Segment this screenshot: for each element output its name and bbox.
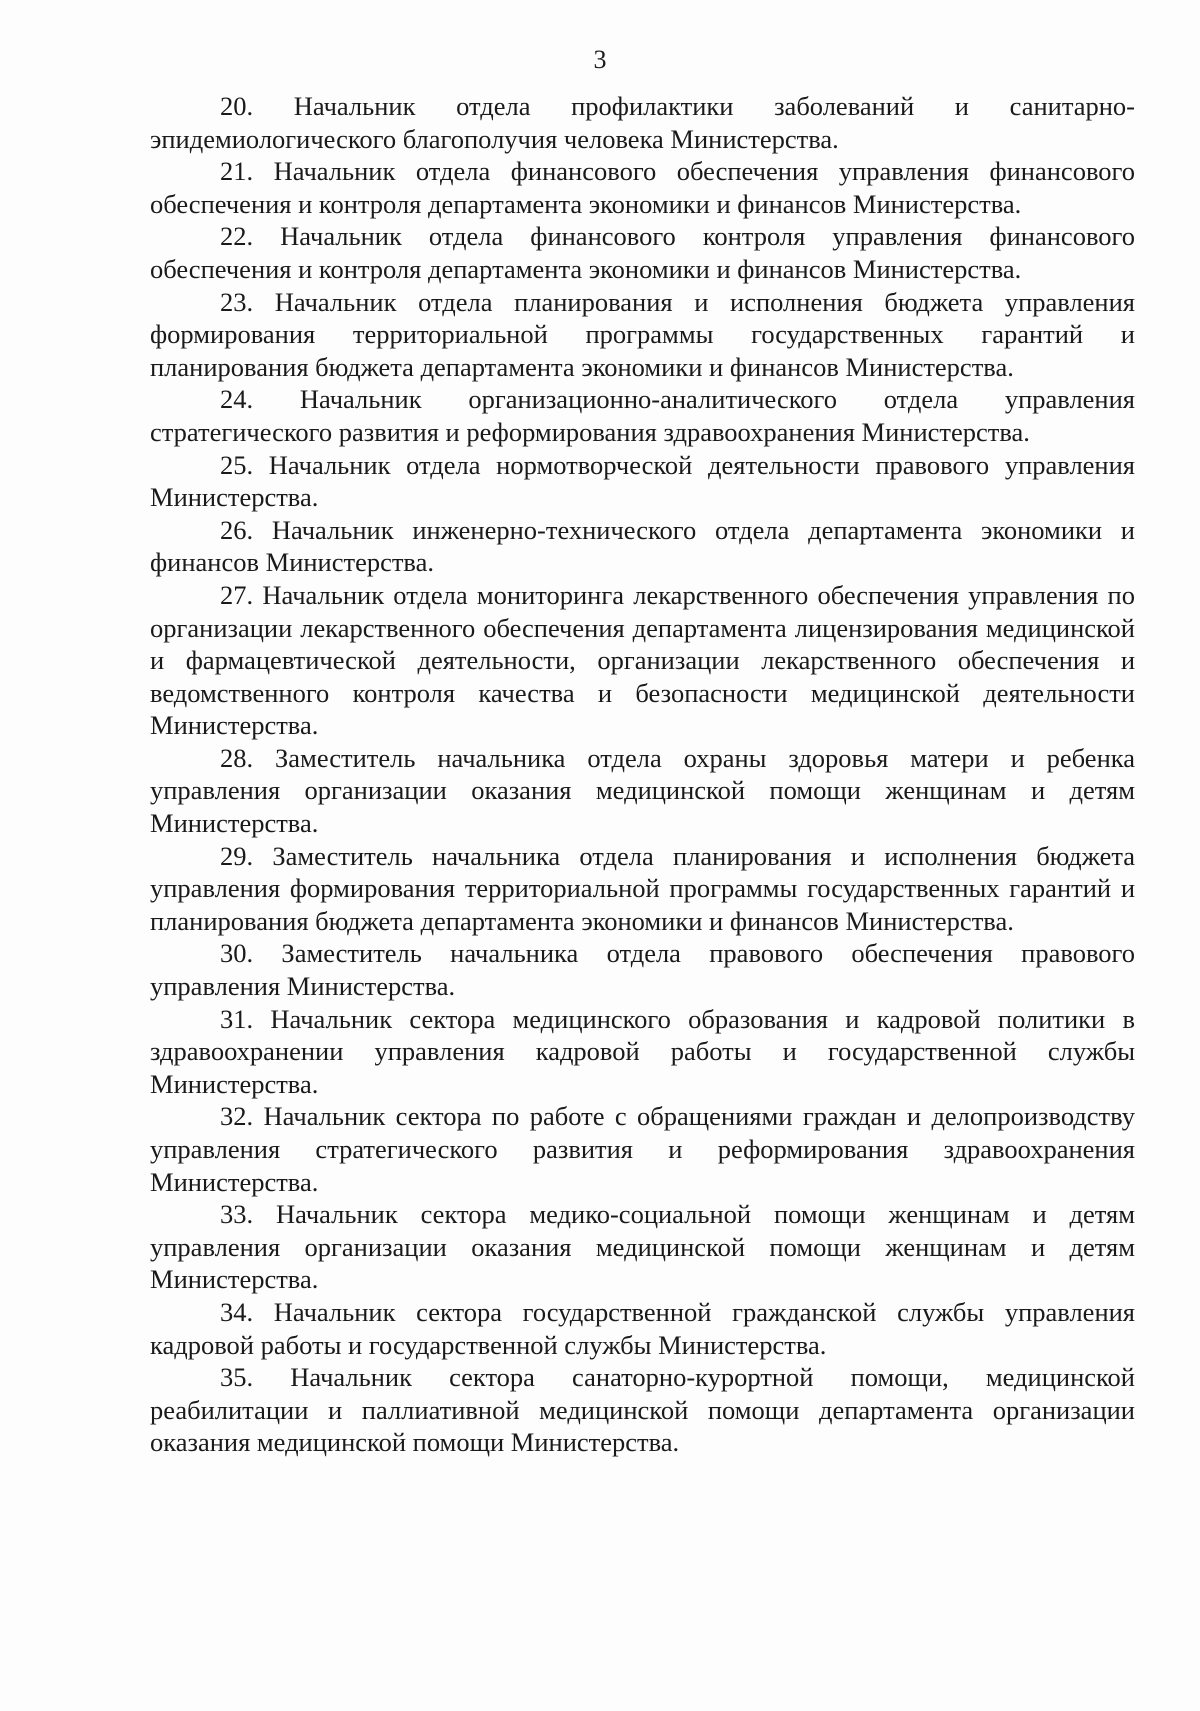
list-item: 25. Начальник отдела нормотворческой деятельности правового управления Министерства. [150, 449, 1135, 513]
list-item: 27. Начальник отдела мониторинга лекарственного обеспечения управления по организации лекарственного обеспечения департамента лицензирования медицинской и фармацевтической деятельности, организации лекарственного обеспечения и ведомственного контроля качества и безопасности медицинской деятельности Министерства. [150, 579, 1135, 741]
list-item: 20. Начальник отдела профилактики заболеваний и санитарно-эпидемиологического благополучия человека Министерства. [150, 91, 1135, 154]
list-item: 21. Начальник отдела финансового обеспечения управления финансового обеспечения и контроля департамента экономики и финансов Министерства. [150, 156, 1135, 219]
list-item: 23. Начальник отдела планирования и исполнения бюджета управления формирования территориальной программы государственных гарантий и планирования бюджета департамента экономики и финансов Министерства. [150, 286, 1135, 382]
page-number: 3 [593, 45, 607, 74]
list-item: 22. Начальник отдела финансового контроля управления финансового обеспечения и контроля департамента экономики и финансов Министерства. [150, 221, 1135, 284]
list-item: 26. Начальник инженерно-технического отдела департамента экономики и финансов Министерства. [150, 514, 1135, 578]
list-item: 29. Заместитель начальника отдела планирования и исполнения бюджета управления формирования территориальной программы государственных гарантий и планирования бюджета департамента экономики и финансов Министерства. [150, 840, 1135, 936]
list-item: 28. Заместитель начальника отдела охраны здоровья матери и ребенка управления организации оказания медицинской помощи женщинам и детям Министерства. [150, 742, 1135, 839]
list-item: 34. Начальник сектора государственной гражданской службы управления кадровой работы и государственной службы Министерства. [150, 1296, 1135, 1360]
list-item: 35. Начальник сектора санаторно-курортной помощи, медицинской реабилитации и паллиативной медицинской помощи департамента организации оказания медицинской помощи Министерства. [150, 1362, 1135, 1458]
list-item: 24. Начальник организационно-аналитического отдела управления стратегического развития и реформирования здравоохранения Министерства. [150, 384, 1135, 447]
document-body [150, 90, 1135, 1459]
list-item: 30. Заместитель начальника отдела правового обеспечения правового управления Министерства. [150, 938, 1135, 1002]
list-item: 32. Начальник сектора по работе с обращениями граждан и делопроизводству управления стратегического развития и реформирования здравоохранения Министерства. [150, 1101, 1135, 1197]
list-item: 33. Начальник сектора медико-социальной помощи женщинам и детям управления организации оказания медицинской помощи женщинам и детям Министерства. [150, 1199, 1135, 1295]
list-item: 31. Начальник сектора медицинского образования и кадровой политики в здравоохранении управления кадровой работы и государственной службы Министерства. [150, 1003, 1135, 1099]
